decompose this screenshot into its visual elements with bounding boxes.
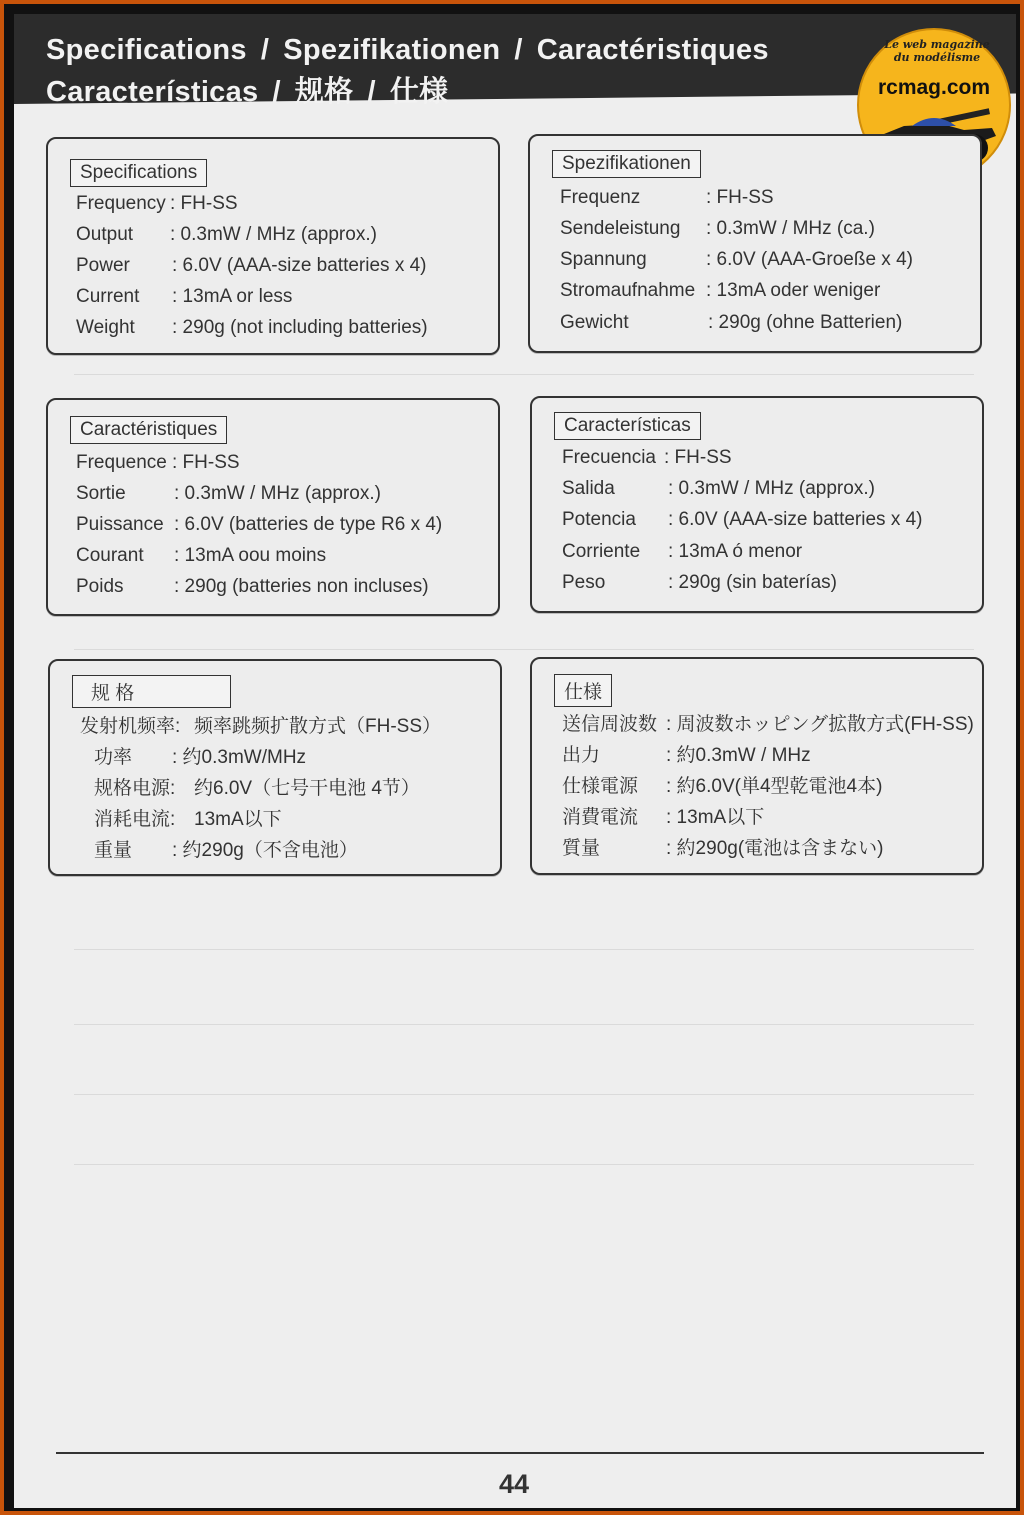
spec-label: Courant	[76, 545, 144, 566]
spec-label: Potencia	[562, 509, 636, 530]
header-separator: /	[260, 34, 270, 66]
show-through-line	[74, 649, 974, 650]
spec-label: Puissance	[76, 514, 164, 535]
spec-value: 13mA以下	[194, 809, 282, 830]
footer-rule	[56, 1452, 984, 1454]
spec-value: : 6.0V (batteries de type R6 x 4)	[174, 514, 443, 535]
spec-label: 重量	[94, 840, 133, 861]
spec-label: 送信周波数	[562, 714, 658, 735]
spec-value: : 0.3mW / MHz (approx.)	[170, 224, 377, 245]
spec-card-english	[46, 137, 500, 355]
spec-label: Sortie	[76, 483, 126, 504]
header-title-line-1	[46, 34, 769, 67]
photo-frame	[4, 4, 1020, 1511]
header-title-ja: 仕様	[389, 76, 449, 108]
spec-value: : FH-SS	[170, 193, 238, 214]
card-title: Caractéristiques	[70, 416, 227, 444]
spec-label: 功率	[94, 747, 133, 768]
spec-value: : 約290g(電池は含まない)	[666, 838, 884, 859]
card-title: 规 格	[72, 675, 231, 708]
spec-label: Output	[76, 224, 134, 245]
spec-value: : 0.3mW / MHz (approx.)	[668, 478, 875, 499]
spec-label: Frequenz	[560, 187, 641, 208]
spec-value: : 6.0V (AAA-size batteries x 4)	[668, 509, 923, 530]
header-title-line-2	[46, 69, 448, 110]
spec-value: : 290g (ohne Batterien)	[708, 312, 903, 333]
show-through-line	[74, 1094, 974, 1095]
show-through-line	[74, 1164, 974, 1165]
page-number: 44	[498, 1469, 530, 1499]
spec-label: Sendeleistung	[560, 218, 681, 239]
spec-value: : 周波数ホッピング拡散方式(FH-SS)	[666, 714, 974, 735]
spec-value: : 0.3mW / MHz (approx.)	[174, 483, 381, 504]
spec-label: Gewicht	[560, 312, 629, 333]
spec-value: : 約0.3mW / MHz	[666, 745, 811, 766]
spec-label: Frequence	[76, 452, 167, 473]
manual-page	[14, 14, 1016, 1508]
spec-label: Spannung	[560, 249, 647, 270]
spec-label: Poids	[76, 576, 124, 597]
spec-value: : 13mA以下	[666, 807, 765, 828]
spec-value: : 13mA ó menor	[668, 541, 803, 562]
show-through-line	[74, 374, 974, 375]
spec-label: 消費電流	[562, 807, 639, 828]
card-title: Spezifikationen	[552, 150, 701, 178]
spec-label: Corriente	[562, 541, 641, 562]
header-title-zh: 规格	[294, 76, 354, 108]
spec-card-spanish	[530, 396, 984, 613]
header-title-de: Spezifikationen	[283, 34, 501, 66]
spec-value: : 6.0V (AAA-Groeße x 4)	[706, 249, 913, 270]
show-through-line	[74, 1024, 974, 1025]
card-title: Características	[554, 412, 701, 440]
logo-tagline: Le web magazine du modélisme	[884, 38, 990, 64]
spec-label: 消耗电流:	[94, 809, 176, 830]
spec-value: : FH-SS	[172, 452, 240, 473]
logo-name: rcmag.com	[877, 76, 991, 99]
spec-card-japanese	[530, 657, 984, 875]
spec-card-chinese	[48, 659, 502, 876]
spec-label: Peso	[562, 572, 606, 593]
spec-label: Salida	[562, 478, 615, 499]
spec-value: 约6.0V（七号干电池 4节）	[194, 778, 420, 799]
spec-value: : 13mA oder weniger	[706, 280, 881, 301]
spec-label: 質量	[562, 838, 601, 859]
spec-value: : 6.0V (AAA-size batteries x 4)	[172, 255, 427, 276]
spec-card-french	[46, 398, 500, 616]
card-title: 仕様	[554, 674, 612, 707]
spec-value: 频率跳频扩散方式（FH-SS）	[194, 716, 442, 737]
spec-label: Power	[76, 255, 130, 276]
spec-value: : 290g (not including batteries)	[172, 317, 428, 338]
spec-value: : 13mA oou moins	[174, 545, 327, 566]
spec-label: Frequency	[76, 193, 166, 214]
show-through-line	[74, 949, 974, 950]
spec-value: : 290g (sin baterías)	[668, 572, 837, 593]
spec-value: : 约0.3mW/MHz	[172, 747, 307, 768]
spec-label: 出力	[562, 745, 601, 766]
spec-value: : FH-SS	[706, 187, 774, 208]
spec-value: : 13mA or less	[172, 286, 293, 307]
header-title-es: Características	[46, 76, 259, 108]
spec-card-german	[528, 134, 982, 353]
spec-value: : 约290g（不含电池）	[172, 840, 358, 861]
spec-value: : FH-SS	[664, 447, 732, 468]
spec-label: 发射机频率:	[80, 716, 181, 737]
spec-value: : 0.3mW / MHz (ca.)	[706, 218, 875, 239]
spec-label: 仕様電源	[562, 776, 639, 797]
spec-label: Weight	[76, 317, 135, 338]
header-title-en: Specifications	[46, 34, 247, 66]
spec-label: 规格电源:	[94, 778, 176, 799]
spec-value: : 290g (batteries non incluses)	[174, 576, 429, 597]
spec-label: Stromaufnahme	[560, 280, 696, 301]
header-separator: /	[514, 34, 523, 66]
spec-label: Current	[76, 286, 140, 307]
spec-value: : 約6.0V(単4型乾電池4本)	[666, 776, 883, 797]
header-separator: /	[367, 76, 376, 108]
spec-label: Frecuencia	[562, 447, 656, 468]
card-title: Specifications	[70, 159, 207, 187]
header-separator: /	[272, 76, 281, 108]
header-title-fr: Caractéristiques	[536, 34, 769, 66]
